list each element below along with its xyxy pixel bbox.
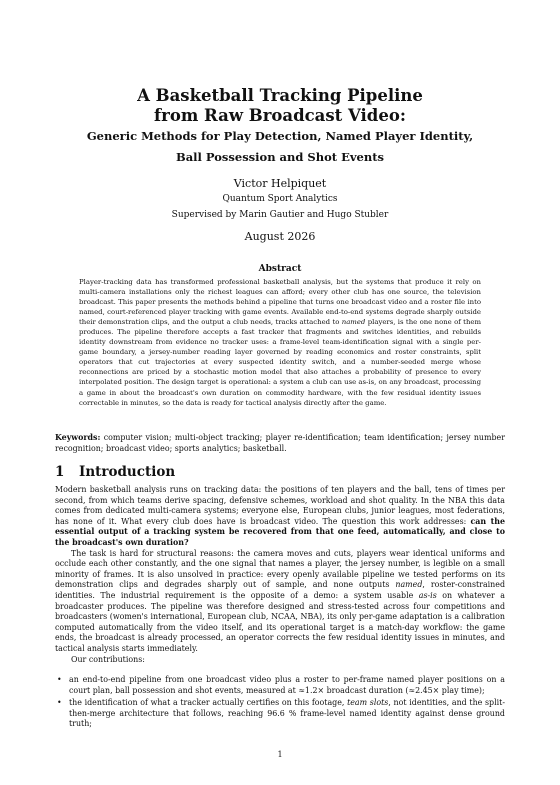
- paragraph-text: on whatever a broadcaster produces. The pipeline was therefore designed and stress-tested across four competitions and broadcasters (women's international, European club, NCAA, NBA), its only per-game adaptation is a calibration computed automatically from the video itself, and its operational target is a match-day workflow: the game ends, the broadcast is already processed, an operator corrects the few residual identity issues in minutes, and tactical analysis starts immediately.: [55, 590, 505, 653]
- emphasis: as-is: [418, 590, 437, 600]
- list-item: [55, 698, 505, 730]
- paper-title-line-2: from Raw Broadcast Video:: [154, 106, 406, 125]
- section-title: Introduction: [79, 464, 176, 480]
- paper-subtitle-line-2: Ball Possession and Shot Events: [176, 150, 384, 164]
- list-item-text: an end-to-end pipeline from one broadcast video plus a roster to per-frame named player positions on a court plan, ball possession and shot events, measured at ≈1.2× broadcast duration (≈2.45× play time);: [69, 675, 505, 695]
- supervisors: Supervised by Marin Gautier and Hugo Stubler: [171, 210, 389, 220]
- affiliation: Quantum Sport Analytics: [222, 194, 338, 204]
- paragraph-text: Modern basketball analysis runs on tracking data: the positions of ten players and the ball, tens of times per second, from which teams derive spacing, defensive schemes, workload and shot quality. In the NBA this data comes from dedicated multi-camera systems; everyone else, European clubs, junior leagues, most federations, has none of it. What every club does have is broadcast video. The question this work addresses:: [55, 485, 505, 526]
- paragraph: [55, 485, 505, 549]
- bullet-icon: •: [57, 675, 62, 684]
- section-heading: [55, 464, 175, 480]
- emphasis: named: [395, 580, 423, 590]
- keywords-list: computer vision; multi-object tracking; player re-identification; team identification; jersey number recognition; broadcast video; sports analytics; basketball.: [55, 433, 505, 453]
- list-item: [55, 675, 505, 696]
- abstract-heading: Abstract: [258, 264, 302, 274]
- page-number: 1: [277, 750, 283, 759]
- keywords-label: Keywords:: [55, 433, 101, 442]
- author-name: Victor Helpiquet: [233, 177, 327, 190]
- list-item-text: , not identities, and the split-then-merge architecture that follows, reaching 96.6 % frame-level named identity against dense ground truth;: [69, 698, 505, 729]
- paper-subtitle-line-1: Generic Methods for Play Detection, Named Player Identity,: [86, 129, 474, 143]
- introduction-body: [55, 485, 505, 665]
- list-item-text: the identification of what a tracker actually certifies on this footage,: [69, 698, 348, 708]
- abstract-text-part: Player-tracking data has transformed professional basketball analysis, but the systems that produce it rely on multi-camera installations only the richest leagues can afford; every other club has one source, the television broadcast. This paper presents the methods behind a pipeline that turns one broadcast video and a roster file into named, court-referenced player tracking with game events. Available end-to-end systems degrade sharply outside their demonstration clips, and the output a club needs, tracks attached to: [79, 278, 481, 327]
- abstract-body: [79, 277, 481, 408]
- abstract-text-part: players, is the one none of them produces. The pipeline therefore accepts a fast tracker that fragments and switches identities, and rebuilds identity downstream from evidence no tracker uses: a frame-level team-identification signal with a single per-game boundary, a jersey-number reading layer governed by reading economics and roster constraints, split operators that cut trajectories at every suspected identity switch, and a number-seeded merge whose reconnections are priced by a stochastic motion model that also attaches a probability of presence to every interpolated position. The design target is operational: a system a club can use as-is, on any broadcast, processing a game in about the broadcast's own duration on commodity hardware, with the few residual identity issues correctable in minutes, so the data is ready for tactical analysis directly after the game.: [79, 318, 482, 407]
- research-question: can the essential output of a tracking system be recovered from that one feed, automatically, and close to the broadcast's own duration?: [55, 516, 506, 547]
- paper-title-line-1: A Basketball Tracking Pipeline: [137, 86, 423, 105]
- section-number: 1: [55, 464, 65, 480]
- paragraph: [55, 549, 505, 655]
- abstract-emphasis: named: [341, 318, 366, 327]
- paragraph-text: The task is hard for structural reasons: the camera moves and cuts, players wear identical uniforms and occlude each other constantly, and the one signal that names a player, the jersey number, is legible on a small minority of frames. It is also unsolved in practice: every openly available pipeline we tested performs on its demonstration clips and degrades sharply out of sample, and none outputs: [55, 548, 505, 590]
- paragraph-text: , roster-constrained identities. The industrial requirement is the opposite of a demo: a system usable: [55, 580, 505, 600]
- emphasis: team slots: [347, 698, 389, 708]
- publication-date: August 2026: [244, 230, 316, 243]
- contributions-list: [55, 675, 505, 732]
- paragraph: Our contributions:: [71, 654, 145, 664]
- keywords: [55, 432, 505, 454]
- bullet-icon: •: [57, 698, 62, 708]
